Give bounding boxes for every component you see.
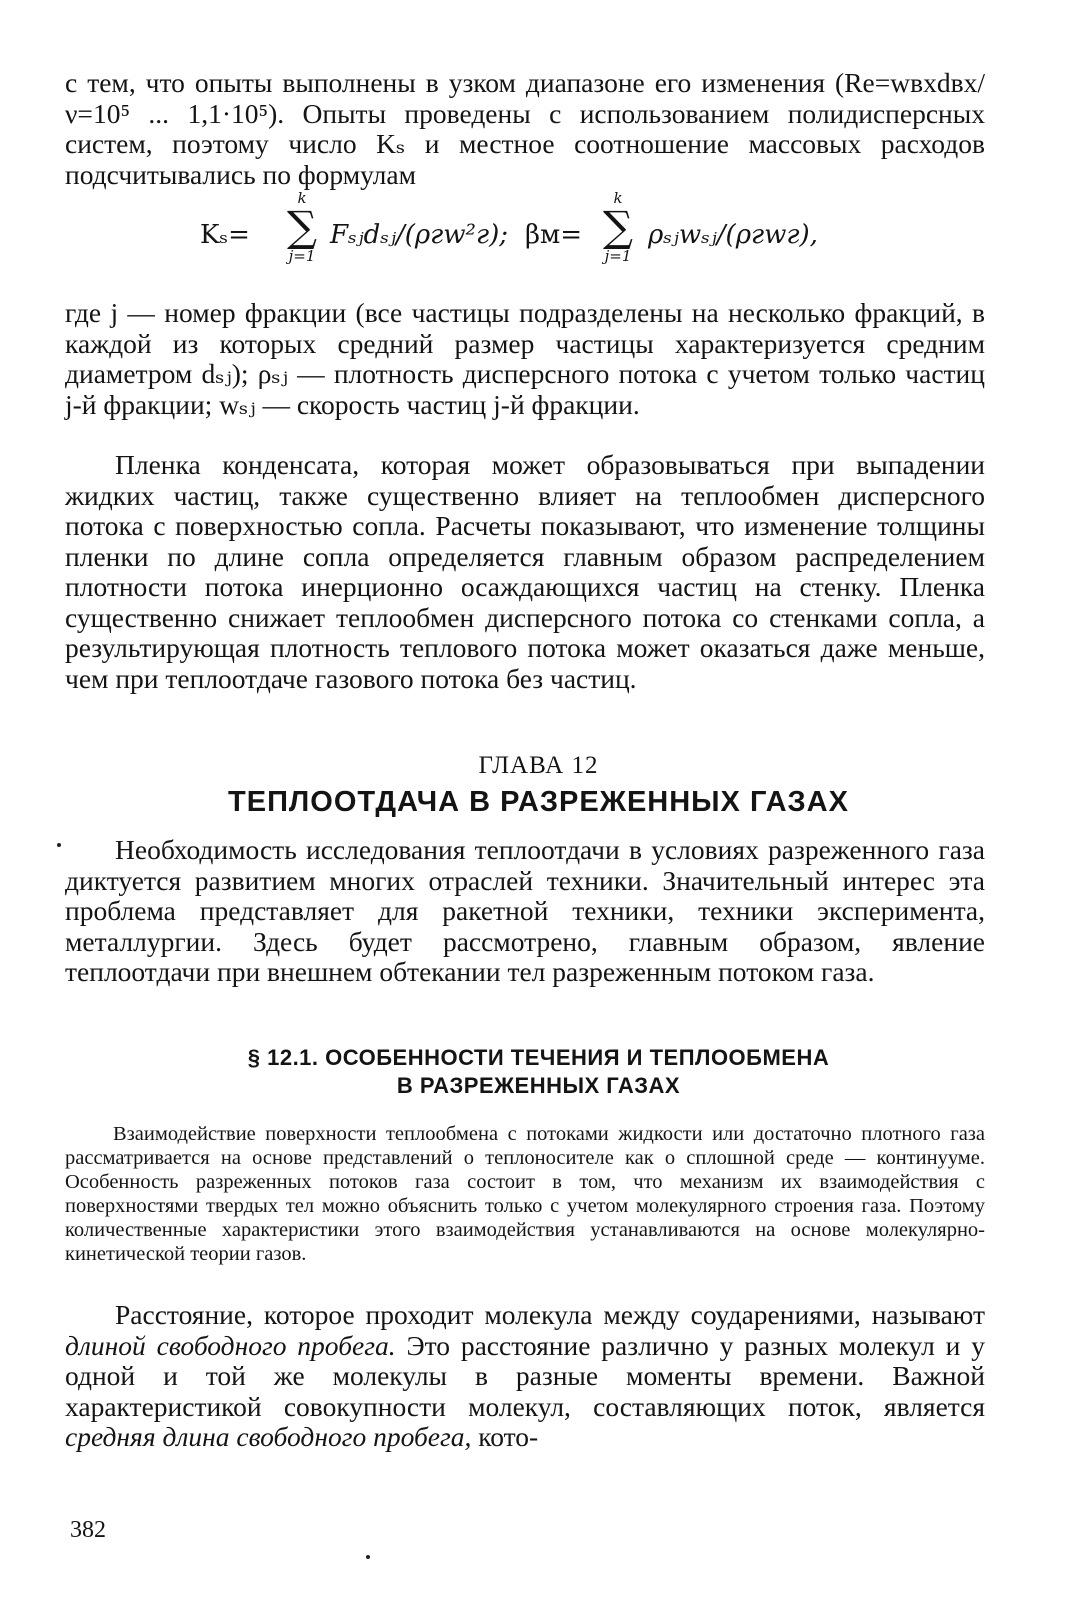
mfp-text-b: Это расстояние различно у разных молекул и у одной и той же молекулы в разные моменты времени. Важной характеристикой совокупности молекул, составляющих поток, является (65, 1329, 985, 1422)
sum-lower-limit-2: j=1 (604, 247, 632, 265)
paragraph-chapter-intro-text: Необходимость исследования теплоотдачи в условиях разреженного газа диктуется развитием многих отраслей техники. Значительный интерес эта проблема представляет для ракетной техники, техники эксперимента, металлургии. Здесь будет рассмотрено, главным образом, явление теплоотдачи при внешнем обтекании тел разреженным потоком газа. (65, 834, 985, 987)
section-heading-line-1: § 12.1. ОСОБЕННОСТИ ТЕЧЕНИЯ И ТЕПЛООБМЕНА (247, 1045, 830, 1070)
sum-sign-2 (598, 190, 638, 264)
term-free-path: длиной свободного пробега. (65, 1329, 396, 1361)
sigma-symbol-2: ∑ (603, 202, 633, 251)
formula-rhs-1: Fₛⱼdₛⱼ/(ρгw²г); (330, 220, 508, 250)
paragraph-intro-text: с тем, что опыты выполнены в узком диапазоне его изменения (Re=wвхdвх/ν=10⁵ ... 1,1·10⁵). Опыты проведены с использованием полидисперсных систем, поэтому число Kₛ и местное соотношение массовых расходов подсчитывались по формулам (65, 67, 985, 190)
section-heading-line-2: В РАЗРЕЖЕННЫХ ГАЗАХ (396, 1073, 681, 1098)
paragraph-chapter-intro (65, 835, 985, 988)
term-mean-free-path: средняя длина свободного пробега, (65, 1421, 472, 1452)
sum-lower-limit-1: j=1 (288, 247, 316, 265)
sum-upper-limit-2: k (613, 189, 623, 207)
formula-rhs-2: ρₛⱼwₛⱼ/(ρгwг), (648, 220, 818, 250)
paragraph-definitions (65, 298, 985, 420)
paragraph-mean-free-path-text (65, 1300, 985, 1453)
paragraph-film-text: Пленка конденсата, которая может образовываться при выпадении жидких частиц, также существенно влияет на теплообмен дисперсного потока с поверхностью сопла. Расчеты показывают, что изменение толщины пленки по длине сопла определяется главным образом распределением плотности потока инерционно осаждающихся частиц на стенку. Пленка существенно снижает теплообмен дисперсного потока со стенками сопла, а результирующая плотность теплового потока может оказаться даже меньше, чем при теплоотдаче газового потока без частиц. (65, 449, 985, 694)
paragraph-abstract (65, 1122, 985, 1266)
sum-upper-limit-1: k (297, 189, 307, 207)
formula-lhs-2: βм= (525, 220, 583, 250)
paragraph-film (65, 450, 985, 694)
formula (190, 190, 950, 285)
formula-lhs-1: Kₛ= (200, 220, 250, 250)
mfp-text-c: кото- (471, 1421, 539, 1452)
chapter-title: ТЕПЛООТДАЧА В РАЗРЕЖЕННЫХ ГАЗАХ (228, 786, 849, 818)
print-speck (366, 1555, 370, 1559)
paragraph-definitions-text: где j — номер фракции (все частицы подразделены на несколько фракций, в каждой из которых средний размер частицы характеризуется средним диаметром dₛⱼ); ρₛⱼ — плотность дисперсного потока с учетом только частиц j-й фракции; wₛⱼ — скорость частиц j-й фракции. (65, 297, 985, 420)
paragraph-mean-free-path (65, 1300, 985, 1453)
section-heading (0, 1044, 1077, 1100)
paragraph-abstract-text: Взаимодействие поверхности теплообмена с потоками жидкости или достаточно плотного газа рассматривается на основе представлений о теплоносителе как о сплошной среде — континууме. Особенность разреженных потоков газа состоит в том, что механизм их взаимодействия с поверхностями твердых тел можно объяснить только с учетом молекулярного строения газа. Поэтому количественные характеристики этого взаимодействия устанавливаются на основе молекулярно-кинетической теории газов. (65, 1123, 985, 1265)
print-speck (57, 843, 61, 847)
chapter-label: ГЛАВА 12 (478, 752, 599, 779)
mfp-text-a: Расстояние, которое проходит молекула между соударениями, называют (115, 1299, 985, 1330)
sum-sign-1 (282, 190, 322, 264)
sigma-symbol-1: ∑ (287, 202, 317, 251)
paragraph-intro (65, 68, 985, 190)
page-number: 382 (70, 1517, 106, 1543)
